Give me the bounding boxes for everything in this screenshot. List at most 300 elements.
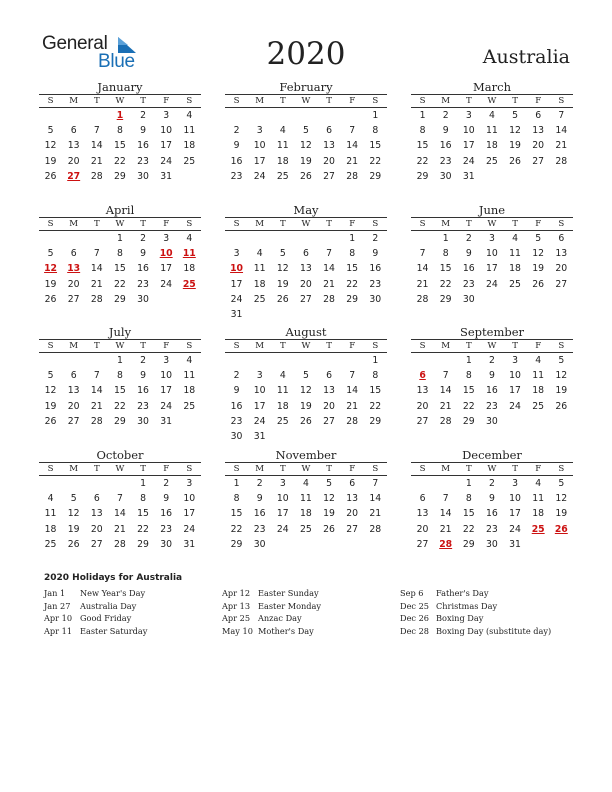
holiday-item (400, 625, 580, 638)
day-cell: 26 (323, 523, 335, 535)
day-cell: 17 (230, 278, 243, 290)
day-cell: 21 (114, 523, 126, 535)
day-cell: 18 (532, 385, 545, 397)
day-cell: 11 (300, 493, 312, 505)
day-cell: 29 (369, 415, 382, 427)
empty-day-cell (527, 292, 550, 307)
day-cell: 10 (509, 370, 521, 382)
day-cell: 27 (555, 278, 568, 290)
day-cell: 2 (163, 478, 170, 489)
month-title: April (105, 203, 135, 217)
day-cell: 28 (90, 415, 103, 427)
weekday-label: M (255, 341, 265, 351)
day-cell: 13 (555, 248, 568, 260)
week-row (411, 154, 573, 169)
day-cell: 3 (279, 478, 286, 489)
day-cell: 22 (439, 278, 452, 290)
month-february (225, 80, 387, 190)
weekday-label: T (93, 219, 100, 229)
empty-day-cell (341, 537, 364, 552)
logo-text-blue: Blue (98, 51, 135, 72)
week-row (225, 123, 387, 138)
empty-day-cell (39, 231, 62, 246)
week-row (225, 476, 387, 491)
day-cell: 8 (372, 125, 379, 137)
day-cell: 19 (44, 155, 57, 167)
weekday-label: S (558, 96, 565, 106)
day-cell: 27 (323, 170, 335, 182)
holiday-day-cell: 25 (531, 523, 545, 535)
month-june (411, 203, 573, 313)
day-cell: 11 (276, 385, 289, 397)
holiday-day-cell: 27 (67, 170, 81, 182)
day-cell: 21 (416, 278, 429, 290)
day-cell: 17 (276, 508, 289, 520)
day-cell: 4 (256, 248, 263, 260)
day-cell: 19 (509, 140, 521, 152)
day-cell: 9 (163, 493, 170, 505)
empty-day-cell (155, 292, 178, 307)
day-cell: 22 (369, 155, 382, 167)
empty-day-cell (411, 231, 434, 246)
holiday-day-cell: 12 (44, 263, 58, 275)
day-cell: 13 (346, 493, 359, 505)
day-cell: 18 (183, 385, 196, 397)
week-row (411, 108, 573, 123)
day-cell: 20 (67, 400, 80, 412)
day-cell: 24 (253, 170, 266, 182)
day-cell: 22 (462, 400, 475, 412)
day-cell: 23 (137, 155, 149, 167)
day-cell: 6 (70, 248, 77, 260)
weekday-header (411, 94, 573, 108)
empty-day-cell (480, 169, 503, 184)
day-cell: 30 (486, 415, 498, 427)
day-cell: 30 (462, 293, 475, 305)
day-cell: 20 (67, 278, 80, 290)
day-cell: 21 (90, 155, 103, 167)
day-cell: 15 (346, 263, 359, 275)
day-cell: 26 (44, 170, 57, 182)
day-cell: 15 (114, 140, 126, 152)
holiday-item (222, 612, 402, 625)
week-row (411, 231, 573, 246)
day-cell: 8 (372, 370, 379, 382)
weekday-label: W (487, 464, 497, 474)
day-cell: 26 (44, 415, 57, 427)
day-cell: 27 (90, 538, 103, 550)
holiday-date: Apr 11 (44, 625, 73, 636)
weekday-header (39, 339, 201, 353)
day-cell: 31 (230, 308, 243, 320)
day-cell: 26 (67, 538, 80, 550)
day-cell: 12 (44, 140, 57, 152)
day-cell: 16 (137, 140, 149, 152)
week-row (411, 261, 573, 276)
weekday-label: M (441, 96, 451, 106)
month-may (225, 203, 387, 320)
day-cell: 14 (439, 508, 452, 520)
day-cell: 25 (276, 415, 289, 427)
day-cell: 15 (137, 508, 149, 520)
weekday-header (225, 217, 387, 231)
day-cell: 4 (488, 110, 495, 121)
holiday-date: Jan 27 (44, 600, 71, 611)
weekday-label: W (115, 341, 125, 351)
month-title: June (478, 203, 506, 217)
holiday-day-cell: 25 (182, 278, 196, 290)
week-row (225, 154, 387, 169)
day-cell: 6 (535, 110, 542, 121)
day-cell: 26 (276, 293, 289, 305)
day-cell: 2 (140, 355, 147, 366)
week-row (39, 138, 201, 153)
day-cell: 6 (419, 493, 426, 505)
day-cell: 26 (555, 400, 568, 412)
day-cell: 10 (253, 385, 266, 397)
week-row (39, 506, 201, 521)
weekday-label: T (140, 464, 146, 474)
day-cell: 2 (233, 370, 240, 382)
day-cell: 7 (93, 125, 100, 137)
day-cell: 26 (44, 293, 57, 305)
day-cell: 31 (462, 170, 475, 182)
day-cell: 17 (462, 140, 475, 152)
day-cell: 13 (323, 140, 335, 152)
month-title: March (473, 80, 511, 94)
day-cell: 6 (558, 233, 565, 244)
week-row (39, 292, 201, 307)
day-cell: 30 (137, 415, 149, 427)
day-cell: 3 (163, 355, 170, 366)
day-cell: 5 (302, 125, 309, 137)
week-row (39, 169, 201, 184)
day-cell: 8 (465, 493, 472, 505)
day-cell: 31 (509, 538, 521, 550)
weekday-label: M (69, 464, 79, 474)
weekday-label: M (255, 219, 265, 229)
day-cell: 25 (276, 170, 289, 182)
holiday-name: Easter Sunday (258, 588, 319, 598)
weekday-label: S (233, 219, 240, 229)
day-cell: 6 (349, 478, 356, 489)
empty-day-cell (294, 537, 317, 552)
day-cell: 31 (183, 538, 196, 550)
empty-day-cell (85, 353, 108, 368)
holiday-item (400, 600, 580, 613)
empty-day-cell (434, 353, 457, 368)
week-row (225, 491, 387, 506)
day-cell: 26 (300, 415, 312, 427)
day-cell: 22 (369, 400, 382, 412)
day-cell: 2 (465, 233, 472, 244)
holiday-item (400, 612, 580, 625)
day-cell: 4 (302, 478, 309, 489)
empty-day-cell (271, 108, 294, 123)
day-cell: 10 (160, 125, 173, 137)
day-cell: 2 (233, 125, 240, 137)
empty-day-cell (411, 476, 434, 491)
weekday-label: T (465, 96, 472, 106)
day-cell: 1 (233, 478, 240, 489)
day-cell: 16 (462, 263, 475, 275)
week-row (411, 353, 573, 368)
day-cell: 15 (114, 263, 126, 275)
day-cell: 30 (253, 538, 266, 550)
day-cell: 2 (256, 478, 263, 489)
day-cell: 10 (276, 493, 289, 505)
day-cell: 12 (44, 385, 57, 397)
day-cell: 24 (486, 278, 498, 290)
empty-day-cell (341, 429, 364, 444)
day-cell: 5 (47, 370, 54, 382)
day-cell: 8 (140, 493, 147, 505)
empty-day-cell (364, 307, 387, 322)
week-row (225, 383, 387, 398)
weekday-label: W (487, 96, 497, 106)
week-row (39, 537, 201, 552)
day-cell: 22 (114, 278, 126, 290)
day-cell: 11 (509, 248, 521, 260)
month-march (411, 80, 573, 190)
day-cell: 22 (346, 278, 359, 290)
week-row (225, 108, 387, 123)
day-cell: 6 (302, 248, 309, 260)
day-cell: 8 (116, 248, 123, 260)
day-cell: 9 (233, 140, 240, 152)
week-row (411, 277, 573, 292)
weekday-label: S (372, 219, 379, 229)
weekday-label: F (349, 341, 356, 351)
day-cell: 7 (442, 370, 449, 382)
day-cell: 5 (47, 248, 54, 260)
weekday-label: F (163, 96, 170, 106)
weekday-label: S (558, 341, 565, 351)
day-cell: 28 (555, 155, 568, 167)
empty-day-cell (527, 169, 550, 184)
day-cell: 13 (532, 125, 545, 137)
weekday-label: W (301, 341, 311, 351)
day-cell: 4 (186, 233, 193, 244)
day-cell: 29 (114, 170, 126, 182)
weekday-label: S (186, 464, 193, 474)
weekday-header (411, 339, 573, 353)
weekday-header (225, 462, 387, 476)
page-header (0, 0, 612, 80)
day-cell: 7 (93, 248, 100, 260)
empty-day-cell (178, 292, 201, 307)
day-cell: 12 (67, 508, 80, 520)
day-cell: 9 (140, 370, 147, 382)
day-cell: 21 (369, 508, 382, 520)
empty-day-cell (62, 108, 85, 123)
empty-day-cell (341, 353, 364, 368)
weekday-label: F (349, 96, 356, 106)
day-cell: 29 (114, 415, 126, 427)
holiday-day-cell: 10 (159, 248, 173, 260)
weekday-label: S (558, 464, 565, 474)
day-cell: 1 (372, 110, 379, 121)
holiday-name: Anzac Day (258, 613, 302, 624)
day-cell: 5 (47, 125, 54, 137)
day-cell: 16 (369, 263, 382, 275)
day-cell: 15 (230, 508, 243, 520)
weekday-label: M (441, 219, 451, 229)
day-cell: 15 (462, 508, 475, 520)
day-cell: 16 (253, 508, 266, 520)
empty-day-cell (39, 108, 62, 123)
empty-day-cell (341, 307, 364, 322)
empty-day-cell (85, 108, 108, 123)
day-cell: 21 (555, 140, 568, 152)
day-cell: 12 (300, 385, 312, 397)
week-row (411, 476, 573, 491)
day-cell: 9 (488, 493, 495, 505)
day-cell: 27 (323, 415, 335, 427)
week-row (39, 154, 201, 169)
day-cell: 4 (186, 110, 193, 121)
day-cell: 18 (532, 508, 545, 520)
empty-day-cell (62, 231, 85, 246)
empty-day-cell (550, 537, 573, 552)
empty-day-cell (294, 108, 317, 123)
month-september (411, 325, 573, 435)
day-cell: 31 (160, 170, 173, 182)
empty-day-cell (85, 476, 108, 491)
day-cell: 1 (442, 233, 449, 244)
day-cell: 30 (369, 293, 382, 305)
day-cell: 14 (346, 140, 359, 152)
day-cell: 6 (326, 125, 333, 137)
weekday-label: T (512, 464, 518, 474)
day-cell: 16 (137, 385, 149, 397)
holiday-date: Dec 28 (400, 625, 430, 636)
country-title: Australia (482, 46, 570, 68)
month-december (411, 448, 573, 558)
day-cell: 14 (114, 508, 126, 520)
week-row (225, 368, 387, 383)
holiday-day-cell: 6 (419, 370, 426, 382)
day-cell: 10 (462, 125, 475, 137)
empty-day-cell (504, 414, 527, 429)
empty-day-cell (527, 537, 550, 552)
day-cell: 24 (160, 155, 173, 167)
holiday-item (44, 587, 224, 600)
day-cell: 1 (116, 233, 123, 244)
weekday-label: S (419, 96, 426, 106)
weekday-label: W (301, 464, 311, 474)
week-row (39, 353, 201, 368)
day-cell: 17 (160, 263, 173, 275)
day-cell: 14 (369, 493, 382, 505)
day-cell: 18 (486, 140, 498, 152)
month-august (225, 325, 387, 442)
holiday-name: Boxing Day (436, 613, 484, 624)
weekday-label: S (372, 96, 379, 106)
day-cell: 3 (465, 110, 472, 121)
weekday-label: T (279, 219, 286, 229)
weekday-label: M (255, 96, 265, 106)
empty-day-cell (318, 537, 341, 552)
holiday-column (222, 587, 402, 637)
holiday-day-cell: 11 (182, 248, 196, 260)
weekday-label: F (535, 96, 542, 106)
day-cell: 5 (512, 110, 519, 121)
holiday-date: Apr 25 (222, 613, 251, 624)
day-cell: 6 (93, 493, 100, 505)
holiday-item (222, 587, 402, 600)
weekday-label: T (326, 96, 332, 106)
week-row (39, 108, 201, 123)
day-cell: 10 (509, 493, 521, 505)
day-cell: 14 (90, 385, 103, 397)
day-cell: 19 (555, 508, 568, 520)
day-cell: 23 (137, 278, 149, 290)
day-cell: 27 (416, 538, 429, 550)
empty-day-cell (271, 307, 294, 322)
empty-day-cell (550, 292, 573, 307)
week-row (225, 231, 387, 246)
day-cell: 22 (114, 155, 126, 167)
day-cell: 25 (253, 293, 266, 305)
empty-day-cell (248, 108, 271, 123)
day-cell: 11 (486, 125, 498, 137)
week-row (225, 429, 387, 444)
day-cell: 24 (462, 155, 475, 167)
week-row (411, 169, 573, 184)
day-cell: 29 (369, 170, 382, 182)
day-cell: 1 (349, 233, 356, 244)
weekday-label: S (372, 464, 379, 474)
week-row (39, 246, 201, 261)
week-row (39, 368, 201, 383)
week-row (225, 353, 387, 368)
day-cell: 3 (163, 233, 170, 244)
day-cell: 4 (512, 233, 519, 244)
day-cell: 20 (532, 140, 545, 152)
day-cell: 13 (323, 385, 335, 397)
holiday-item (44, 625, 224, 638)
day-cell: 12 (509, 125, 521, 137)
week-row (411, 399, 573, 414)
day-cell: 3 (256, 370, 263, 382)
day-cell: 28 (114, 538, 126, 550)
weekday-label: T (279, 341, 286, 351)
holiday-item (222, 625, 402, 638)
day-cell: 30 (486, 538, 498, 550)
month-november (225, 448, 387, 558)
day-cell: 16 (230, 400, 243, 412)
day-cell: 23 (369, 278, 382, 290)
month-january (39, 80, 201, 190)
month-october (39, 448, 201, 558)
day-cell: 21 (90, 400, 103, 412)
empty-day-cell (364, 429, 387, 444)
day-cell: 23 (160, 523, 173, 535)
month-title: January (97, 80, 143, 94)
day-cell: 20 (300, 278, 312, 290)
week-row (39, 277, 201, 292)
day-cell: 21 (346, 400, 359, 412)
day-cell: 24 (509, 523, 521, 535)
day-cell: 3 (512, 478, 519, 489)
day-cell: 25 (509, 278, 521, 290)
day-cell: 16 (439, 140, 452, 152)
holiday-day-cell: 28 (439, 538, 453, 550)
week-row (225, 522, 387, 537)
week-row (411, 522, 573, 537)
weekday-label: F (349, 219, 356, 229)
